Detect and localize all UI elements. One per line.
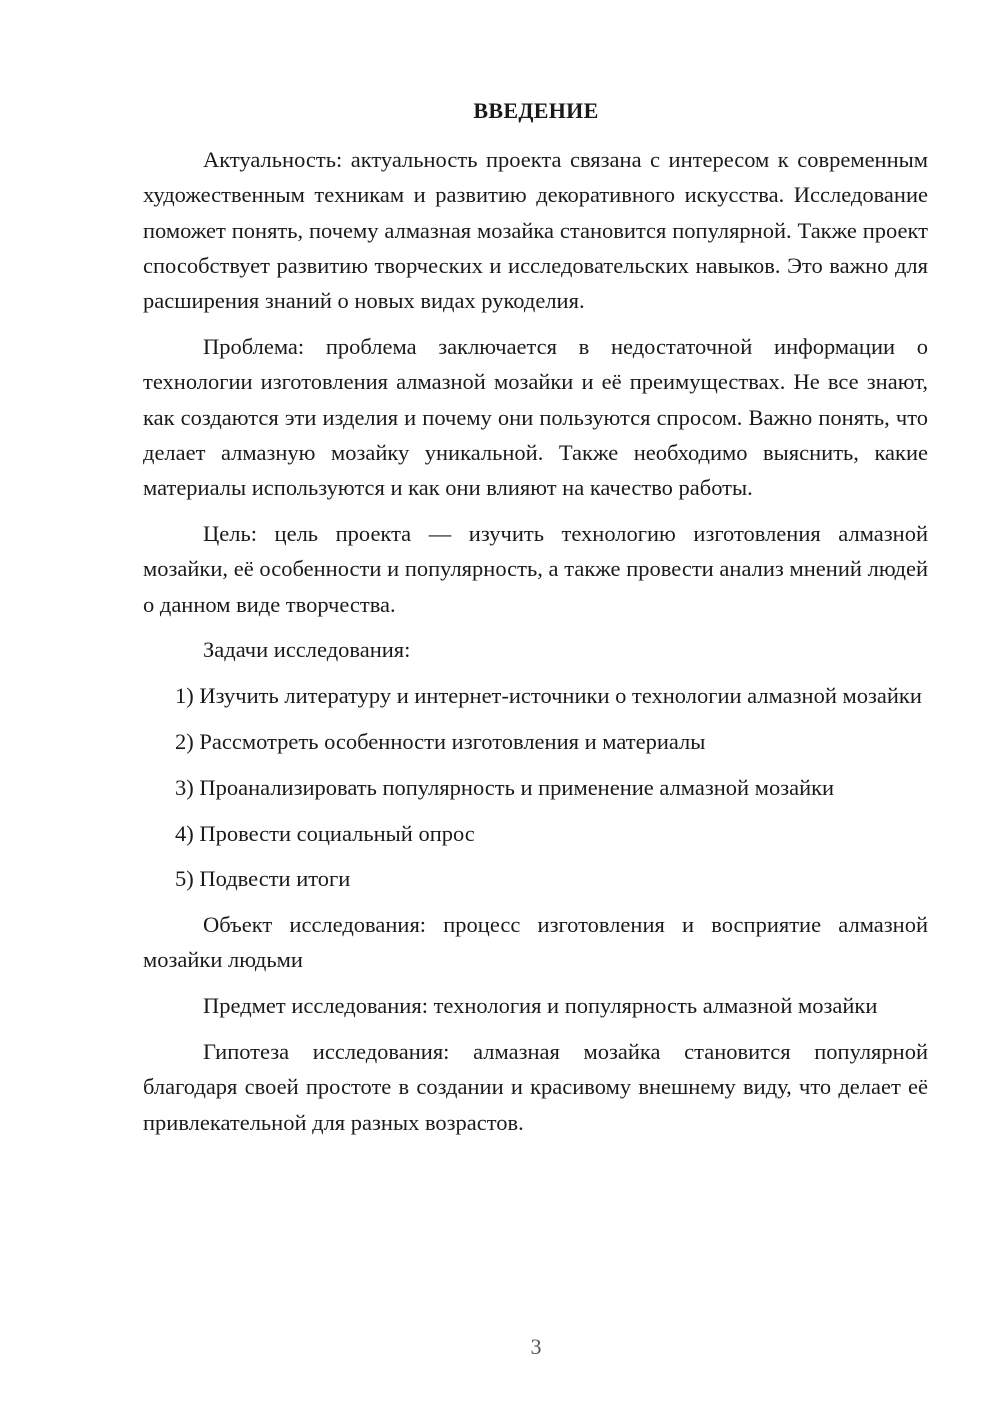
task-item-5: 5) Подвести итоги xyxy=(175,866,351,892)
paragraph-relevance: Актуальность: актуальность проекта связана с интересом к современным художественным техникам и развитию декоративного искусства. Исследование поможет понять, почему алмазная мозайка становится популярной. Также проект способствует развитию творческих и исследовательских навыков. Это важно для расширения знаний о новых видах рукоделия. xyxy=(143,147,928,314)
paragraph-problem: Проблема: проблема заключается в недостаточной информации о технологии изготовления алмазной мозайки и её преимуществах. Не все знают, как создаются эти изделия и почему они пользуются спросом. Важно понять, что делает алмазную мозайку уникальной. Также необходимо выяснить, какие материалы используются и как они влияют на качество работы. xyxy=(143,333,928,501)
paragraph-subject: Предмет исследования: технология и популярность алмазной мозайки xyxy=(203,993,878,1019)
task-item-4: 4) Провести социальный опрос xyxy=(175,820,475,846)
page-number: 3 xyxy=(530,1334,542,1359)
paragraph-object: Объект исследования: процесс изготовления и восприятие алмазной мозайки людьми xyxy=(143,912,928,973)
task-item-1: 1) Изучить литературу и интернет-источники о технологии алмазной мозайки xyxy=(175,683,922,709)
task-item-3: 3) Проанализировать популярность и применение алмазной мозайки xyxy=(175,774,835,800)
section-heading: ВВЕДЕНИЕ xyxy=(473,98,599,123)
tasks-title: Задачи исследования: xyxy=(203,637,411,663)
paragraph-goal: Цель: цель проекта — изучить технологию изготовления алмазной мозайки, её особенности и популярность, а также провести анализ мнений людей о данном виде творчества. xyxy=(143,520,928,617)
task-item-2: 2) Рассмотреть особенности изготовления и материалы xyxy=(175,728,706,754)
body-text xyxy=(143,142,928,1150)
paragraph-hypothesis: Гипотеза исследования: алмазная мозайка становится популярной благодаря своей простоте в создании и красивому внешнему виду, что делает её привлекательной для разных возрастов. xyxy=(143,1039,928,1135)
